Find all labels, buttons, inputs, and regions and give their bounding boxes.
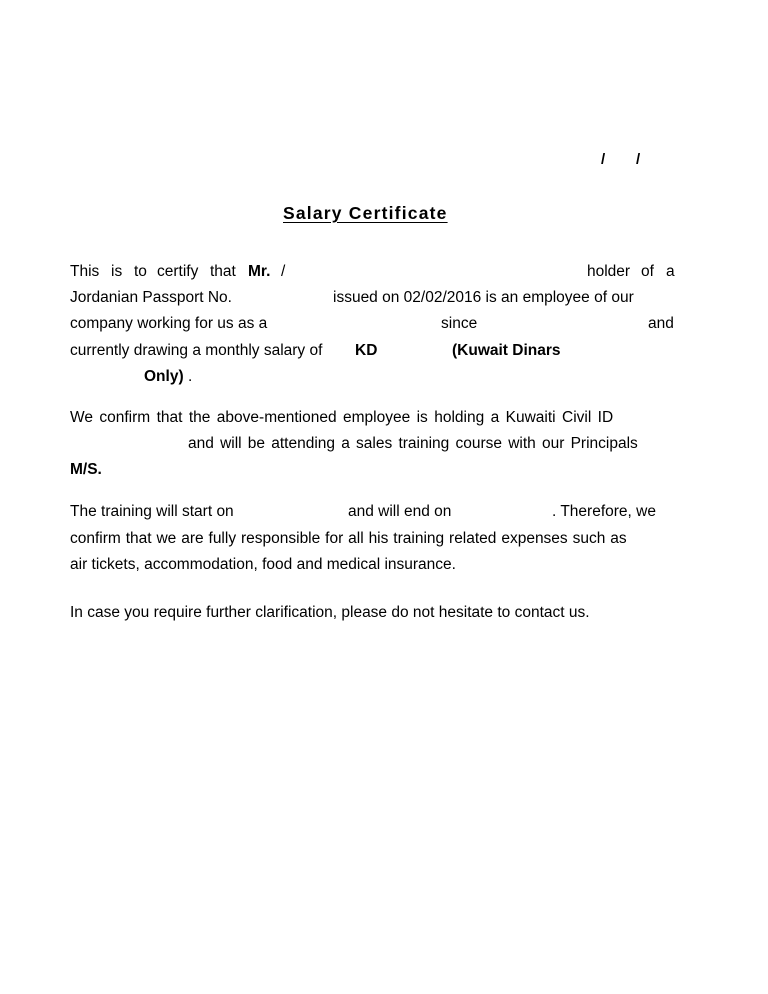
therefore-text: . Therefore, we [552, 503, 656, 520]
currency-kd: KD [355, 342, 378, 359]
job-title-label: company working for us as a [70, 315, 268, 332]
word-this: This [70, 263, 100, 280]
currency-only: Only) [144, 368, 184, 385]
passport-label: Jordanian Passport No. [70, 289, 232, 306]
word-to: to [134, 263, 147, 280]
training-start-label: The training will start on [70, 503, 234, 520]
word-a: a [666, 263, 675, 280]
title-mr: Mr. [248, 263, 271, 280]
word-that: that [210, 263, 236, 280]
name-separator: / [281, 263, 286, 280]
responsibility-line: confirm that we are fully responsible for all his training related expenses such as [70, 530, 627, 547]
word-of: of [641, 263, 654, 280]
passport-issue-text: issued on 02/02/2016 is an employee of our [333, 289, 634, 306]
date-separator-2: / [636, 151, 641, 168]
expenses-line: air tickets, accommodation, food and medical insurance. [70, 556, 456, 573]
training-end-label: and will end on [348, 503, 452, 520]
salary-label: currently drawing a monthly salary of [70, 342, 323, 359]
civil-id-line: We confirm that the above-mentioned employee is holding a Kuwaiti Civil ID [70, 409, 614, 426]
document-title: Salary Certificate [283, 203, 448, 223]
training-course-line: and will be attending a sales training course with our Principals [188, 435, 638, 452]
contact-line: In case you require further clarification, please do not hesitate to contact us. [70, 604, 590, 621]
date-separator-1: / [601, 151, 606, 168]
word-holder: holder [587, 263, 631, 280]
principals-ms: M/S. [70, 461, 102, 478]
word-since: since [441, 315, 478, 332]
sentence-period: . [188, 368, 193, 385]
word-is: is [111, 263, 123, 280]
word-and: and [648, 315, 674, 332]
currency-kuwait-dinars: (Kuwait Dinars [452, 342, 561, 359]
word-certify: certify [157, 263, 199, 280]
